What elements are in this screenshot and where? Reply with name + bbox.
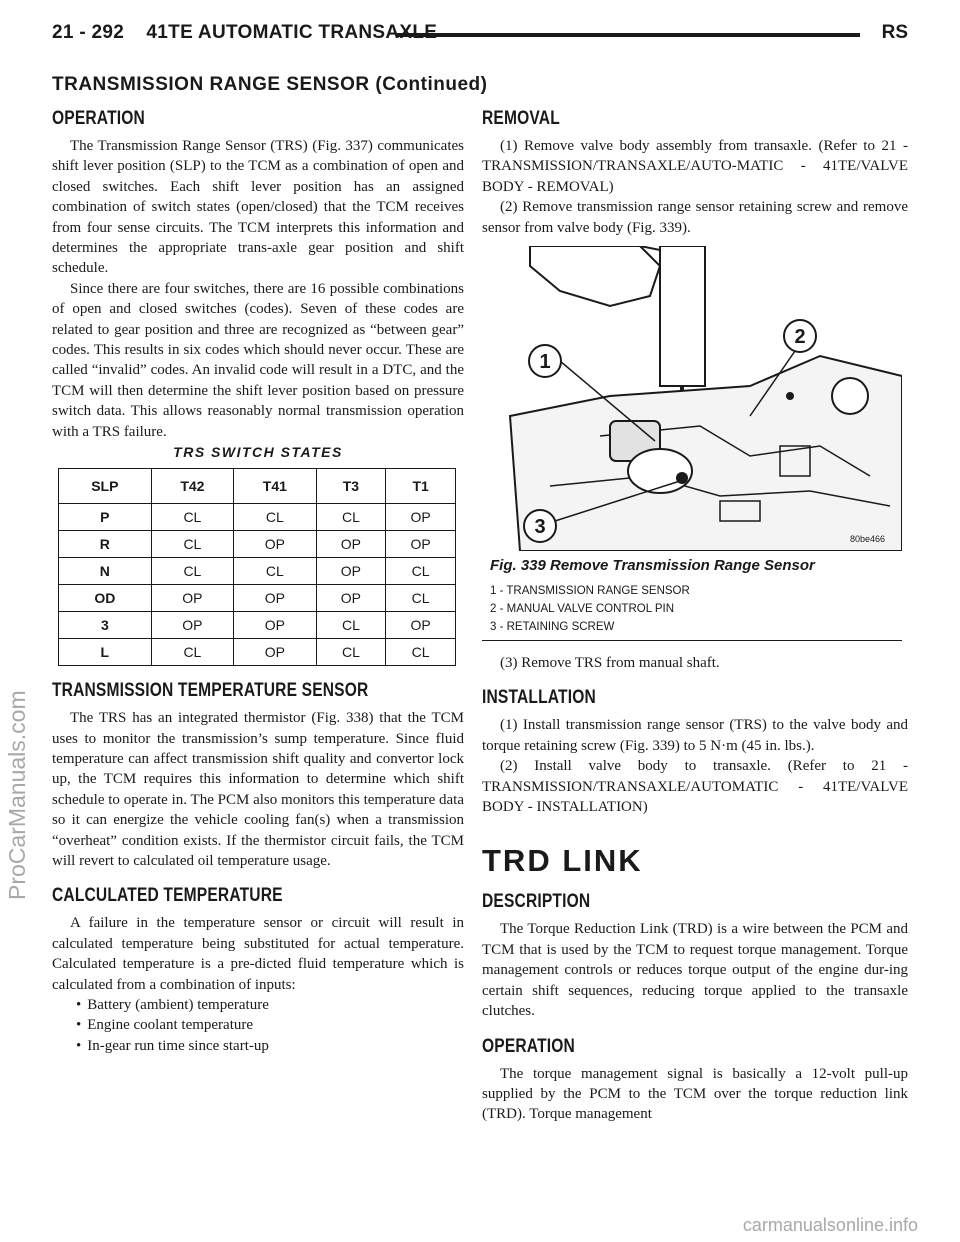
list-item: • In-gear run time since start-up	[76, 1036, 464, 1056]
legend-rule	[482, 640, 902, 641]
operation-heading: OPERATION	[52, 108, 145, 129]
installation-step-1: (1) Install transmission range sensor (TRS) to the valve body and torque retaining screw (Fig. 339) to 5 N·m (45 in. lbs.).	[482, 717, 908, 754]
header-cell: T3	[316, 469, 386, 504]
temp-sensor-paragraph: The TRS has an integrated thermistor (Fig. 338) that the TCM uses to monitor the transmission’s sump temperature. Since fluid temperature can affect transmission shift quality and convertor lock up, the TCM requires this information to determine which shift schedule to operate in. The PCM also monitors this temperature data so it can energize the vehicle cooling fan(s) when a transmission “overheat” condition exists. If the thermistor circuit fails, the TCM will revert to calculated oil temperature usage.	[52, 710, 464, 869]
trs-switch-table	[58, 468, 456, 666]
sensor-body	[628, 449, 692, 493]
valve-body-illustration	[490, 246, 902, 551]
screwdriver-handle	[660, 246, 705, 386]
table-row	[59, 504, 456, 531]
table-cell: CL	[386, 639, 456, 666]
legend-item: 3 - RETAINING SCREW	[490, 621, 615, 634]
table-row	[59, 612, 456, 639]
description-paragraph: The Torque Reduction Link (TRD) is a wire between the PCM and TCM that is used by the TCM to request torque management. Torque management controls or reduces torque output of the engine dur-ing certain shift sequences, reducing torque applied to the transaxle clutches.	[482, 921, 908, 1020]
header-cell: T1	[386, 469, 456, 504]
spacer	[482, 1022, 908, 1036]
legend-item: 1 - TRANSMISSION RANGE SENSOR	[490, 585, 690, 598]
bottom-watermark: carmanualsonline.info	[742, 1215, 918, 1235]
table-cell: OD	[59, 585, 152, 612]
callout-2-label: 2	[794, 326, 806, 349]
table-row	[59, 585, 456, 612]
table-cell: OP	[234, 531, 316, 558]
header-section-code: RS	[881, 22, 908, 43]
table-cell: CL	[234, 558, 316, 585]
table-cell: OP	[386, 504, 456, 531]
spacer	[482, 673, 908, 687]
description-heading: DESCRIPTION	[482, 891, 591, 913]
figure-legend	[490, 582, 908, 636]
figure-caption: Fig. 339 Remove Transmission Range Sensor	[490, 557, 815, 575]
table-cell: OP	[316, 531, 386, 558]
table-cell: OP	[234, 585, 316, 612]
spacer	[52, 871, 464, 885]
table-cell: CL	[316, 504, 386, 531]
operation-paragraph-1: The Transmission Range Sensor (TRS) (Fig. 337) communicates shift lever position (SLP) to the TCM as a combination of open and closed switches. Each shift lever position has an assigned combination of switch states (open/closed) that the TCM receives from four sense circuits. The TCM interprets this information and determines the appropriate trans-axle gear position and shift schedule.	[52, 138, 464, 277]
table-cell: OP	[386, 612, 456, 639]
table-cell: CL	[151, 504, 233, 531]
table-cell: CL	[151, 639, 233, 666]
removal-heading: REMOVAL	[482, 108, 560, 129]
calc-temp-heading: CALCULATED TEMPERATURE	[52, 885, 283, 907]
table-header-row	[59, 469, 456, 504]
trd-link-heading: TRD LINK	[482, 843, 643, 879]
continued-title: TRANSMISSION RANGE SENSOR (Continued)	[52, 74, 488, 95]
removal-step-1: (1) Remove valve body assembly from transaxle. (Refer to 21 - TRANSMISSION/TRANSAXLE/AUTO-MATIC - 41TE/VALVE BODY - REMOVAL)	[482, 138, 908, 195]
table-cell: CL	[386, 558, 456, 585]
installation-heading: INSTALLATION	[482, 687, 596, 709]
header-title: 21 - 292 41TE AUTOMATIC TRANSAXLE	[52, 22, 438, 43]
callout-3-label: 3	[534, 516, 546, 539]
list-item: • Battery (ambient) temperature	[76, 995, 464, 1015]
table-cell: 3	[59, 612, 152, 639]
table-cell: CL	[386, 585, 456, 612]
calc-inputs-list	[52, 995, 464, 1056]
left-column	[52, 108, 464, 1056]
table-cell: CL	[151, 558, 233, 585]
header-rule	[397, 33, 860, 37]
table-cell: OP	[234, 612, 316, 639]
spacer	[482, 817, 908, 843]
table-row	[59, 639, 456, 666]
table-cell: N	[59, 558, 152, 585]
table-row	[59, 531, 456, 558]
table-cell: CL	[151, 531, 233, 558]
table-cell: R	[59, 531, 152, 558]
callout-1-label: 1	[539, 351, 551, 374]
table-cell: P	[59, 504, 152, 531]
header-cell: T42	[151, 469, 233, 504]
temp-sensor-heading: TRANSMISSION TEMPERATURE SENSOR	[52, 680, 369, 702]
figure-339	[490, 246, 902, 551]
installation-step-2: (2) Install valve body to transaxle. (Refer to 21 - TRANSMISSION/TRANSAXLE/AUTOMATIC - 41TE/VALVE BODY - INSTALLATION)	[482, 758, 908, 816]
legend-item: 2 - MANUAL VALVE CONTROL PIN	[490, 603, 675, 616]
table-cell: CL	[234, 504, 316, 531]
hand-shape	[530, 246, 660, 306]
table-cell: OP	[151, 585, 233, 612]
table-cell: OP	[234, 639, 316, 666]
table-cell: OP	[386, 531, 456, 558]
table-row	[59, 558, 456, 585]
table-cell: CL	[316, 612, 386, 639]
header-cell: T41	[234, 469, 316, 504]
header-cell: SLP	[59, 469, 152, 504]
list-item: • Engine coolant temperature	[76, 1015, 464, 1035]
table-cell: OP	[316, 558, 386, 585]
calc-temp-paragraph: A failure in the temperature sensor or circuit will result in calculated temperature being substituted for actual temperature. Calculated temperature is a pre-dicted fluid temperature which is calculated from a combination of inputs:	[52, 915, 464, 993]
removal-step-2: (2) Remove transmission range sensor retaining screw and remove sensor from valve body (Fig. 339).	[482, 199, 908, 236]
operation-paragraph-2: Since there are four switches, there are 16 possible combinations of open and closed switches (codes). Seven of these codes are related to gear position and three are recognized as “between gear” codes. This results in six codes which should never occur. These are called “invalid” codes. An invalid code will result in a DTC, and the TCM will then determine the shift lever position based on pressure switch data. This allows reasonably normal transmission operation with a TRS failure.	[52, 280, 464, 440]
spacer	[52, 666, 464, 680]
page-header	[52, 22, 908, 54]
table-title: TRS SWITCH STATES	[173, 444, 343, 461]
removal-step-3: (3) Remove TRS from manual shaft.	[500, 655, 720, 672]
side-watermark: ProCarManuals.com	[4, 690, 30, 900]
figure-code: 80be466	[849, 534, 885, 545]
table-cell: CL	[316, 639, 386, 666]
table-cell: OP	[151, 612, 233, 639]
trd-operation-heading: OPERATION	[482, 1035, 575, 1057]
table-cell: L	[59, 639, 152, 666]
trd-operation-paragraph: The torque management signal is basically a 12-volt pull-up supplied by the PCM to the TCM over the torque reduction link (TRD). Torque management	[482, 1065, 908, 1123]
right-column	[482, 108, 908, 1125]
table-cell: OP	[316, 585, 386, 612]
